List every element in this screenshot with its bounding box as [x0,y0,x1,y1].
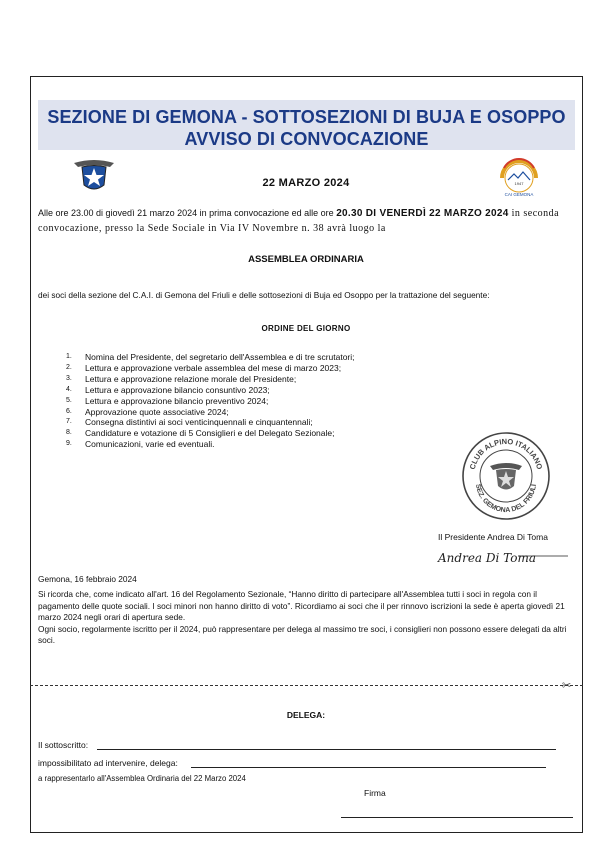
delegate-label: impossibilitato ad intervenire, delega: [38,758,178,768]
cut-line [30,685,583,686]
cai-gemona-logo-icon [496,154,542,198]
logo-year: 1947 [514,181,524,186]
page-title: SEZIONE DI GEMONA - SOTTOSEZIONI DI BUJA E OSOPPO [47,107,566,127]
intro-text-2: in seconda convocazione, presso la Sede Sociale in Via IV Novembre n. 38 avrà luogo la [38,208,560,234]
signature-label: Firma [364,788,386,798]
svg-text:SEZ. GEMONA DEL FRIULI: SEZ. GEMONA DEL FRIULI [474,483,538,515]
signature-field[interactable] [341,817,573,818]
undersigned-field[interactable] [97,749,556,750]
intro-text-1: Alle ore 23.00 di giovedì 21 marzo 2024 in prima convocazione ed alle ore [38,208,337,218]
agenda-item: 8. Candidature e votazione di 5 Consiglieri e del Delegato Sezionale; [66,428,335,439]
assembly-title: ASSEMBLEA ORDINARIA [248,254,364,265]
notes-paragraph [38,589,578,647]
title-banner [38,100,575,150]
svg-text:CLUB ALPINO ITALIANO: CLUB ALPINO ITALIANO [467,436,545,471]
intro-bold-date: 20.30 DI VENERDÌ 22 MARZO 2024 [336,208,509,219]
club-stamp-icon [460,430,552,522]
place-date: Gemona, 16 febbraio 2024 [38,574,137,584]
agenda-item: 2. Lettura e approvazione verbale assemblea del mese di marzo 2023; [66,362,342,373]
meeting-date: 22 MARZO 2024 [262,177,350,189]
members-line: dei soci della sezione del C.A.I. di Gemona del Friuli e delle sottosezioni di Buja ed Osoppo per la trattazione del seguente: [38,290,490,300]
note-proxy: Ogni socio, regolarmente iscritto per il 2024, può rappresentare per delega al massimo tre soci, i consiglieri non possono essere delegati da altri soci. [38,623,567,646]
logo-caption: CAI GEMONA [504,192,534,197]
agenda-item: 6. Approvazione quote associative 2024; [66,406,229,417]
scissors-icon: ✂ [562,680,572,692]
page-subtitle: AVVISO DI CONVOCAZIONE [184,129,429,149]
cai-logo-icon [70,155,118,195]
agenda-item: 4. Lettura e approvazione bilancio consuntivo 2023; [66,384,270,395]
svg-text:Andrea Di Toma: Andrea Di Toma [438,551,536,565]
agenda-title: ORDINE DEL GIORNO [261,324,351,333]
president-name: Il Presidente Andrea Di Toma [438,532,548,542]
intro-paragraph [38,206,578,236]
president-signature [436,546,576,568]
delegate-field[interactable] [191,767,546,768]
agenda-item: 3. Lettura e approvazione relazione morale del Presidente; [66,373,297,384]
note-statute: Si ricorda che, come indicato all'art. 16 del Regolamento Sezionale, “Hanno diritto di partecipare all'Assemblea tutti i soci in regola con il pagamento delle quote sociali. I soci minori non hanno diritto di voto”. Ricordiamo ai soci che il per rinnovo iscrizioni la sede è aperta giovedì 21 marzo 2024 negli orari di apertura sede. [38,589,565,623]
agenda-item: 5. Lettura e approvazione bilancio preventivo 2024; [66,395,269,406]
agenda-item: 9. Comunicazioni, varie ed eventuali. [66,439,215,450]
delegation-purpose: a rappresentarlo all'Assemblea Ordinaria del 22 Marzo 2024 [38,774,246,783]
agenda-item: 7. Consegna distintivi ai soci venticinquennali e cinquantennali; [66,417,313,428]
agenda-list [66,352,355,450]
agenda-item: 1. Nomina del Presidente, del segretario dell'Assemblea e di tre scrutatori; [66,352,355,362]
undersigned-label: Il sottoscritto: [38,740,89,750]
delega-title: DELEGA: [286,710,326,720]
